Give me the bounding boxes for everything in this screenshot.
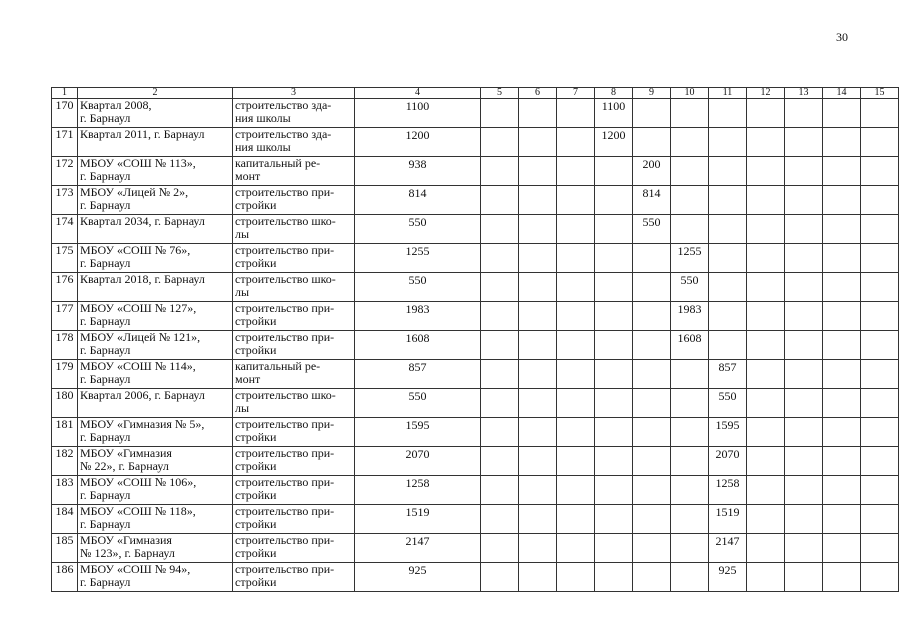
year-column-12-cell [747, 273, 785, 302]
year-column-15-cell [861, 186, 899, 215]
work-type-cell: строительство шко- лы [233, 215, 355, 244]
work-type-cell: строительство при- стройки [233, 447, 355, 476]
column-header: 13 [785, 88, 823, 99]
work-type-cell: строительство при- стройки [233, 331, 355, 360]
work-type-cell: капитальный ре- монт [233, 157, 355, 186]
year-column-14-cell [823, 563, 861, 592]
object-name-cell: МБОУ «Лицей № 2», г. Барнаул [78, 186, 233, 215]
year-column-7-cell [557, 244, 595, 273]
year-column-5-cell [481, 244, 519, 273]
year-column-8-cell [595, 273, 633, 302]
year-column-11-cell: 925 [709, 563, 747, 592]
year-column-8-cell [595, 157, 633, 186]
total-cost-cell: 1100 [355, 99, 481, 128]
total-cost-cell: 814 [355, 186, 481, 215]
year-column-7-cell [557, 447, 595, 476]
object-name-cell: Квартал 2018, г. Барнаул [78, 273, 233, 302]
total-cost-cell: 938 [355, 157, 481, 186]
year-column-10-cell [671, 418, 709, 447]
year-column-7-cell [557, 331, 595, 360]
year-column-5-cell [481, 418, 519, 447]
year-column-10-cell [671, 128, 709, 157]
year-column-7-cell [557, 418, 595, 447]
table-row [52, 302, 899, 331]
year-column-14-cell [823, 157, 861, 186]
year-column-13-cell [785, 563, 823, 592]
year-column-12-cell [747, 447, 785, 476]
table-row [52, 505, 899, 534]
table-row [52, 534, 899, 563]
work-type-cell: строительство при- стройки [233, 244, 355, 273]
object-name-cell: МБОУ «СОШ № 76», г. Барнаул [78, 244, 233, 273]
column-header: 8 [595, 88, 633, 99]
column-header: 2 [78, 88, 233, 99]
year-column-9-cell [633, 418, 671, 447]
year-column-11-cell [709, 215, 747, 244]
year-column-12-cell [747, 534, 785, 563]
work-type-cell: строительство шко- лы [233, 273, 355, 302]
year-column-11-cell: 857 [709, 360, 747, 389]
row-number-cell: 180 [52, 389, 78, 418]
year-column-11-cell [709, 273, 747, 302]
work-type-cell: строительство при- стройки [233, 476, 355, 505]
total-cost-cell: 1519 [355, 505, 481, 534]
year-column-13-cell [785, 128, 823, 157]
year-column-9-cell: 814 [633, 186, 671, 215]
year-column-9-cell [633, 534, 671, 563]
year-column-10-cell [671, 534, 709, 563]
year-column-15-cell [861, 99, 899, 128]
year-column-12-cell [747, 331, 785, 360]
year-column-12-cell [747, 302, 785, 331]
column-header: 1 [52, 88, 78, 99]
work-type-cell: строительство зда- ния школы [233, 99, 355, 128]
year-column-13-cell [785, 418, 823, 447]
total-cost-cell: 1200 [355, 128, 481, 157]
year-column-6-cell [519, 331, 557, 360]
year-column-12-cell [747, 389, 785, 418]
year-column-13-cell [785, 505, 823, 534]
object-name-cell: МБОУ «Лицей № 121», г. Барнаул [78, 331, 233, 360]
total-cost-cell: 550 [355, 389, 481, 418]
year-column-10-cell: 1255 [671, 244, 709, 273]
year-column-10-cell [671, 360, 709, 389]
year-column-5-cell [481, 563, 519, 592]
column-header: 15 [861, 88, 899, 99]
object-name-cell: Квартал 2006, г. Барнаул [78, 389, 233, 418]
year-column-13-cell [785, 215, 823, 244]
year-column-8-cell [595, 447, 633, 476]
year-column-8-cell [595, 418, 633, 447]
table-row [52, 331, 899, 360]
year-column-7-cell [557, 186, 595, 215]
year-column-5-cell [481, 389, 519, 418]
year-column-10-cell: 1608 [671, 331, 709, 360]
year-column-9-cell [633, 360, 671, 389]
object-name-cell: МБОУ «СОШ № 94», г. Барнаул [78, 563, 233, 592]
work-type-cell: строительство при- стройки [233, 186, 355, 215]
year-column-8-cell [595, 389, 633, 418]
year-column-8-cell [595, 331, 633, 360]
column-header: 7 [557, 88, 595, 99]
year-column-9-cell [633, 128, 671, 157]
year-column-15-cell [861, 273, 899, 302]
year-column-11-cell [709, 244, 747, 273]
year-column-6-cell [519, 244, 557, 273]
row-number-cell: 170 [52, 99, 78, 128]
year-column-11-cell [709, 157, 747, 186]
year-column-13-cell [785, 157, 823, 186]
year-column-13-cell [785, 360, 823, 389]
year-column-11-cell [709, 99, 747, 128]
work-type-cell: строительство зда- ния школы [233, 128, 355, 157]
year-column-13-cell [785, 476, 823, 505]
row-number-cell: 176 [52, 273, 78, 302]
year-column-12-cell [747, 476, 785, 505]
year-column-15-cell [861, 418, 899, 447]
year-column-5-cell [481, 157, 519, 186]
year-column-14-cell [823, 389, 861, 418]
total-cost-cell: 1255 [355, 244, 481, 273]
total-cost-cell: 1258 [355, 476, 481, 505]
table-row [52, 99, 899, 128]
year-column-7-cell [557, 534, 595, 563]
year-column-9-cell [633, 99, 671, 128]
table-row [52, 563, 899, 592]
total-cost-cell: 1608 [355, 331, 481, 360]
year-column-6-cell [519, 128, 557, 157]
table-row [52, 128, 899, 157]
table-body [52, 99, 899, 592]
row-number-cell: 184 [52, 505, 78, 534]
table-row [52, 157, 899, 186]
year-column-8-cell [595, 563, 633, 592]
year-column-9-cell [633, 389, 671, 418]
row-number-cell: 171 [52, 128, 78, 157]
year-column-10-cell [671, 563, 709, 592]
table-row [52, 244, 899, 273]
object-name-cell: МБОУ «СОШ № 127», г. Барнаул [78, 302, 233, 331]
year-column-7-cell [557, 302, 595, 331]
row-number-cell: 186 [52, 563, 78, 592]
row-number-cell: 173 [52, 186, 78, 215]
year-column-8-cell [595, 476, 633, 505]
year-column-9-cell [633, 505, 671, 534]
year-column-10-cell [671, 186, 709, 215]
year-column-14-cell [823, 534, 861, 563]
row-number-cell: 181 [52, 418, 78, 447]
year-column-12-cell [747, 505, 785, 534]
year-column-13-cell [785, 99, 823, 128]
year-column-14-cell [823, 244, 861, 273]
object-name-cell: МБОУ «СОШ № 114», г. Барнаул [78, 360, 233, 389]
row-number-cell: 185 [52, 534, 78, 563]
table-row [52, 389, 899, 418]
year-column-13-cell [785, 389, 823, 418]
year-column-6-cell [519, 215, 557, 244]
table-row [52, 186, 899, 215]
year-column-6-cell [519, 360, 557, 389]
year-column-11-cell [709, 302, 747, 331]
column-header: 12 [747, 88, 785, 99]
work-type-cell: строительство шко- лы [233, 389, 355, 418]
year-column-12-cell [747, 128, 785, 157]
year-column-7-cell [557, 157, 595, 186]
year-column-11-cell: 550 [709, 389, 747, 418]
object-name-cell: Квартал 2011, г. Барнаул [78, 128, 233, 157]
year-column-14-cell [823, 476, 861, 505]
year-column-6-cell [519, 273, 557, 302]
work-type-cell: строительство при- стройки [233, 563, 355, 592]
year-column-9-cell [633, 244, 671, 273]
column-header: 9 [633, 88, 671, 99]
work-type-cell: капитальный ре- монт [233, 360, 355, 389]
year-column-5-cell [481, 331, 519, 360]
year-column-10-cell [671, 447, 709, 476]
year-column-9-cell [633, 331, 671, 360]
year-column-15-cell [861, 157, 899, 186]
year-column-12-cell [747, 563, 785, 592]
year-column-6-cell [519, 302, 557, 331]
row-number-cell: 175 [52, 244, 78, 273]
year-column-15-cell [861, 389, 899, 418]
table-row [52, 418, 899, 447]
year-column-12-cell [747, 215, 785, 244]
year-column-6-cell [519, 157, 557, 186]
year-column-15-cell [861, 563, 899, 592]
year-column-9-cell [633, 563, 671, 592]
year-column-8-cell [595, 302, 633, 331]
year-column-6-cell [519, 389, 557, 418]
year-column-15-cell [861, 505, 899, 534]
year-column-6-cell [519, 476, 557, 505]
year-column-12-cell [747, 157, 785, 186]
year-column-11-cell [709, 331, 747, 360]
year-column-5-cell [481, 447, 519, 476]
table-row [52, 215, 899, 244]
year-column-9-cell: 550 [633, 215, 671, 244]
column-header: 11 [709, 88, 747, 99]
year-column-12-cell [747, 186, 785, 215]
year-column-13-cell [785, 244, 823, 273]
column-header: 6 [519, 88, 557, 99]
year-column-10-cell [671, 505, 709, 534]
year-column-8-cell: 1100 [595, 99, 633, 128]
row-number-cell: 183 [52, 476, 78, 505]
year-column-6-cell [519, 563, 557, 592]
year-column-5-cell [481, 476, 519, 505]
object-name-cell: МБОУ «Гимназия № 5», г. Барнаул [78, 418, 233, 447]
year-column-5-cell [481, 302, 519, 331]
year-column-15-cell [861, 534, 899, 563]
year-column-10-cell: 550 [671, 273, 709, 302]
total-cost-cell: 2070 [355, 447, 481, 476]
year-column-7-cell [557, 360, 595, 389]
year-column-7-cell [557, 273, 595, 302]
table-row [52, 476, 899, 505]
year-column-8-cell [595, 534, 633, 563]
object-name-cell: МБОУ «Гимназия № 123», г. Барнаул [78, 534, 233, 563]
year-column-14-cell [823, 447, 861, 476]
year-column-10-cell [671, 476, 709, 505]
object-name-cell: МБОУ «Гимназия № 22», г. Барнаул [78, 447, 233, 476]
table-row [52, 360, 899, 389]
year-column-8-cell [595, 505, 633, 534]
year-column-14-cell [823, 331, 861, 360]
data-table [51, 87, 899, 592]
total-cost-cell: 550 [355, 215, 481, 244]
year-column-12-cell [747, 360, 785, 389]
object-name-cell: МБОУ «СОШ № 113», г. Барнаул [78, 157, 233, 186]
year-column-14-cell [823, 186, 861, 215]
year-column-14-cell [823, 302, 861, 331]
row-number-cell: 174 [52, 215, 78, 244]
total-cost-cell: 1595 [355, 418, 481, 447]
total-cost-cell: 925 [355, 563, 481, 592]
object-name-cell: МБОУ «СОШ № 118», г. Барнаул [78, 505, 233, 534]
year-column-14-cell [823, 128, 861, 157]
year-column-10-cell [671, 99, 709, 128]
year-column-9-cell [633, 273, 671, 302]
object-name-cell: Квартал 2034, г. Барнаул [78, 215, 233, 244]
year-column-8-cell [595, 360, 633, 389]
year-column-5-cell [481, 534, 519, 563]
row-number-cell: 182 [52, 447, 78, 476]
year-column-14-cell [823, 273, 861, 302]
column-header: 5 [481, 88, 519, 99]
year-column-12-cell [747, 99, 785, 128]
year-column-5-cell [481, 273, 519, 302]
year-column-11-cell: 1595 [709, 418, 747, 447]
year-column-14-cell [823, 418, 861, 447]
table-row [52, 273, 899, 302]
year-column-10-cell: 1983 [671, 302, 709, 331]
year-column-5-cell [481, 99, 519, 128]
year-column-15-cell [861, 360, 899, 389]
year-column-13-cell [785, 447, 823, 476]
year-column-9-cell: 200 [633, 157, 671, 186]
year-column-12-cell [747, 244, 785, 273]
year-column-8-cell [595, 186, 633, 215]
year-column-15-cell [861, 302, 899, 331]
total-cost-cell: 2147 [355, 534, 481, 563]
total-cost-cell: 857 [355, 360, 481, 389]
page-number: 30 [836, 30, 848, 44]
total-cost-cell: 550 [355, 273, 481, 302]
year-column-6-cell [519, 505, 557, 534]
year-column-7-cell [557, 215, 595, 244]
year-column-6-cell [519, 186, 557, 215]
object-name-cell: Квартал 2008, г. Барнаул [78, 99, 233, 128]
year-column-15-cell [861, 331, 899, 360]
year-column-10-cell [671, 215, 709, 244]
object-name-cell: МБОУ «СОШ № 106», г. Барнаул [78, 476, 233, 505]
year-column-9-cell [633, 476, 671, 505]
row-number-cell: 177 [52, 302, 78, 331]
work-type-cell: строительство при- стройки [233, 418, 355, 447]
year-column-5-cell [481, 360, 519, 389]
year-column-5-cell [481, 186, 519, 215]
year-column-7-cell [557, 128, 595, 157]
column-number-row [52, 88, 899, 99]
year-column-8-cell [595, 244, 633, 273]
work-type-cell: строительство при- стройки [233, 302, 355, 331]
year-column-8-cell [595, 215, 633, 244]
column-header: 3 [233, 88, 355, 99]
year-column-7-cell [557, 505, 595, 534]
column-header: 4 [355, 88, 481, 99]
year-column-11-cell: 2147 [709, 534, 747, 563]
year-column-14-cell [823, 215, 861, 244]
row-number-cell: 179 [52, 360, 78, 389]
year-column-14-cell [823, 360, 861, 389]
year-column-13-cell [785, 273, 823, 302]
year-column-7-cell [557, 563, 595, 592]
year-column-15-cell [861, 244, 899, 273]
year-column-11-cell: 1258 [709, 476, 747, 505]
year-column-5-cell [481, 215, 519, 244]
column-header: 14 [823, 88, 861, 99]
year-column-13-cell [785, 331, 823, 360]
year-column-15-cell [861, 476, 899, 505]
year-column-9-cell [633, 302, 671, 331]
year-column-11-cell: 1519 [709, 505, 747, 534]
year-column-15-cell [861, 215, 899, 244]
year-column-13-cell [785, 302, 823, 331]
year-column-13-cell [785, 186, 823, 215]
year-column-14-cell [823, 505, 861, 534]
year-column-15-cell [861, 128, 899, 157]
year-column-6-cell [519, 99, 557, 128]
year-column-5-cell [481, 505, 519, 534]
year-column-10-cell [671, 389, 709, 418]
year-column-11-cell [709, 128, 747, 157]
total-cost-cell: 1983 [355, 302, 481, 331]
year-column-15-cell [861, 447, 899, 476]
year-column-6-cell [519, 418, 557, 447]
year-column-13-cell [785, 534, 823, 563]
year-column-11-cell [709, 186, 747, 215]
year-column-10-cell [671, 157, 709, 186]
year-column-7-cell [557, 389, 595, 418]
year-column-12-cell [747, 418, 785, 447]
year-column-9-cell [633, 447, 671, 476]
work-type-cell: строительство при- стройки [233, 505, 355, 534]
row-number-cell: 172 [52, 157, 78, 186]
year-column-11-cell: 2070 [709, 447, 747, 476]
year-column-5-cell [481, 128, 519, 157]
year-column-7-cell [557, 476, 595, 505]
column-header: 10 [671, 88, 709, 99]
year-column-7-cell [557, 99, 595, 128]
row-number-cell: 178 [52, 331, 78, 360]
year-column-6-cell [519, 447, 557, 476]
year-column-6-cell [519, 534, 557, 563]
work-type-cell: строительство при- стройки [233, 534, 355, 563]
table-row [52, 447, 899, 476]
year-column-8-cell: 1200 [595, 128, 633, 157]
year-column-14-cell [823, 99, 861, 128]
